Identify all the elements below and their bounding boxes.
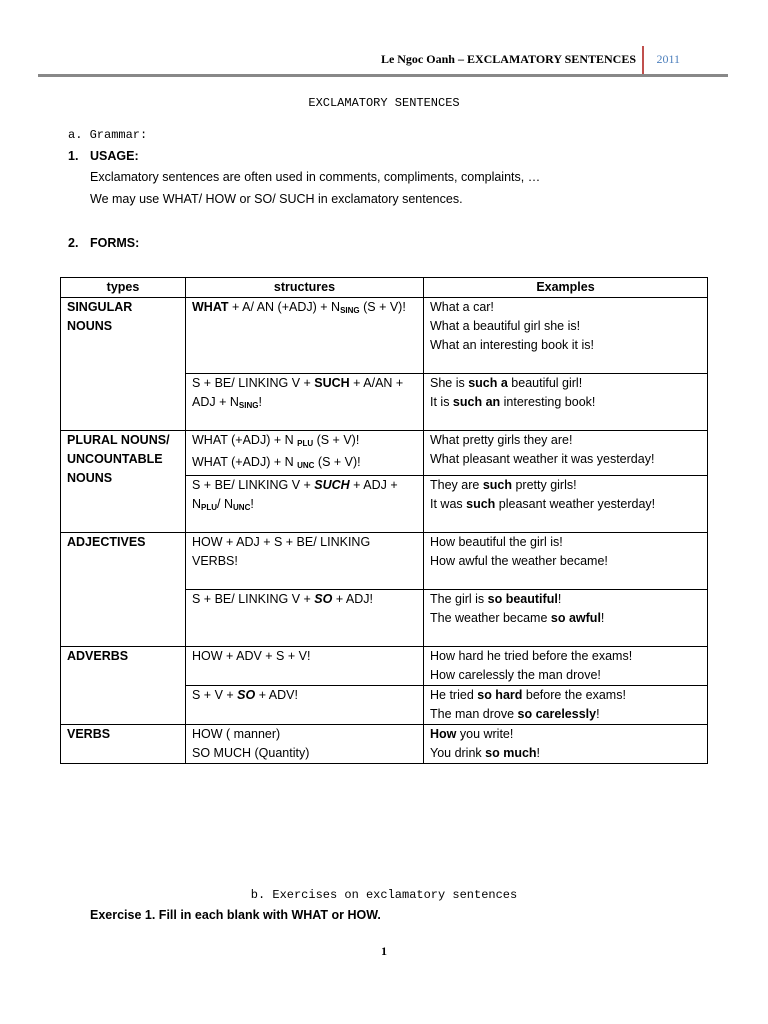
- structure-cell: [186, 298, 424, 374]
- structure-line: [192, 374, 417, 393]
- example-line: What pretty girls they are!: [430, 433, 573, 447]
- usage-heading: [68, 149, 139, 163]
- usage-number: 1.: [68, 149, 79, 163]
- structure-line: [192, 393, 417, 415]
- subscript: PLU: [297, 439, 314, 448]
- usage-label: USAGE:: [90, 149, 139, 163]
- example-cell: [424, 686, 708, 725]
- structure-line: [192, 431, 417, 453]
- subscript: UNC: [233, 503, 251, 512]
- header-title: Le Ngoc Oanh – EXCLAMATORY SENTENCES: [380, 52, 636, 66]
- usage-line-1: Exclamatory sentences are often used in comments, compliments, complaints, …: [90, 170, 541, 184]
- example-text: !: [557, 592, 562, 606]
- example-bold: such: [466, 497, 496, 511]
- structure-line: SO MUCH (Quantity): [192, 746, 310, 760]
- example-bold: so carelessly: [517, 707, 597, 721]
- header-separator: [642, 46, 644, 76]
- structure-text: ADJ + N: [192, 395, 239, 409]
- example-line: [430, 374, 701, 393]
- example-cell: [424, 533, 708, 590]
- keyword-what: WHAT: [192, 300, 229, 314]
- example-bold: How: [430, 727, 457, 741]
- type-verbs: VERBS: [61, 725, 186, 764]
- section-b-heading: b. Exercises on exclamatory sentences: [250, 888, 518, 902]
- example-text: !: [596, 707, 600, 721]
- structure-text: + ADJ +: [349, 478, 398, 492]
- example-text: He tried: [430, 688, 478, 702]
- type-line: UNCOUNTABLE: [67, 452, 163, 466]
- example-text: The girl is: [430, 592, 488, 606]
- example-line: [430, 590, 701, 609]
- example-line: What a beautiful girl she is!: [430, 319, 581, 333]
- structure-text: (S + V)!: [313, 433, 360, 447]
- forms-number: 2.: [68, 236, 79, 250]
- structure-text: S + BE/ LINKING V +: [192, 478, 315, 492]
- example-text: The man drove: [430, 707, 518, 721]
- exercise-1-heading: Exercise 1. Fill in each blank with WHAT or HOW.: [90, 908, 381, 922]
- header-examples: Examples: [424, 278, 708, 298]
- header-types: types: [61, 278, 186, 298]
- structure-line: HOW + ADJ + S + BE/ LINKING: [192, 535, 371, 549]
- example-cell: [424, 298, 708, 374]
- structure-text: (S + V)!: [359, 300, 406, 314]
- example-text: The weather became: [430, 611, 551, 625]
- forms-table: [60, 277, 708, 764]
- structure-cell: [186, 590, 424, 647]
- subscript: SING: [238, 401, 259, 410]
- table-row: [61, 725, 708, 764]
- structure-cell: [186, 374, 424, 431]
- structure-text: S + BE/ LINKING V +: [192, 592, 315, 606]
- structure-cell: [186, 476, 424, 533]
- structure-text: + ADV!: [255, 688, 298, 702]
- structure-text: (S + V)!: [314, 455, 361, 469]
- example-line: [430, 686, 701, 705]
- structure-cell: [186, 431, 424, 476]
- example-line: What a car!: [430, 300, 494, 314]
- example-bold: such an: [452, 395, 501, 409]
- structure-text: !: [250, 497, 254, 511]
- forms-heading: [68, 236, 139, 250]
- type-line: NOUNS: [67, 319, 113, 333]
- table-row: [61, 533, 708, 590]
- example-line: How carelessly the man drove!: [430, 668, 601, 682]
- table-row: [61, 431, 708, 476]
- example-cell: [424, 725, 708, 764]
- type-line: NOUNS: [67, 471, 113, 485]
- example-line: What an interesting book it is!: [430, 338, 594, 352]
- structure-text: N: [192, 497, 202, 511]
- example-text: you write!: [456, 727, 514, 741]
- example-line: [430, 725, 701, 744]
- table-row: [61, 647, 708, 686]
- structure-cell: [186, 725, 424, 764]
- structure-line: [192, 476, 417, 495]
- example-text: before the exams!: [522, 688, 626, 702]
- example-text: !: [536, 746, 541, 760]
- example-bold: such a: [468, 376, 508, 390]
- section-a-heading: a. Grammar:: [68, 128, 148, 142]
- subscript: SING: [340, 306, 360, 315]
- example-text: pleasant weather yesterday!: [495, 497, 656, 511]
- subscript: UNC: [297, 461, 315, 470]
- structure-line: [192, 495, 417, 517]
- type-line: SINGULAR: [67, 300, 133, 314]
- example-bold: such: [482, 478, 512, 492]
- example-bold: so hard: [477, 688, 523, 702]
- structure-text: + A/ AN (+ADJ) + N: [228, 300, 341, 314]
- type-line: PLURAL NOUNS/: [67, 433, 170, 447]
- example-cell: [424, 431, 708, 476]
- page-number: 1: [381, 944, 387, 958]
- structure-line: [192, 453, 417, 475]
- example-line: How awful the weather became!: [430, 554, 608, 568]
- structure-text: + ADJ!: [332, 592, 373, 606]
- example-line: [430, 495, 701, 514]
- type-plural-nouns: [61, 431, 186, 533]
- example-text: She is: [430, 376, 469, 390]
- example-cell: [424, 374, 708, 431]
- example-text: It was: [430, 497, 467, 511]
- structure-text: / N: [217, 497, 234, 511]
- structure-cell: [186, 533, 424, 590]
- document-title: EXCLAMATORY SENTENCES: [308, 96, 460, 110]
- example-line: [430, 609, 701, 628]
- example-text: beautiful girl!: [507, 376, 583, 390]
- example-cell: [424, 476, 708, 533]
- example-line: [430, 705, 701, 724]
- example-line: What pleasant weather it was yesterday!: [430, 452, 655, 466]
- usage-line-2: We may use WHAT/ HOW or SO/ SUCH in exclamatory sentences.: [90, 192, 463, 206]
- example-text: They are: [430, 478, 483, 492]
- structure-text: WHAT (+ADJ) + N: [192, 433, 298, 447]
- structure-line: HOW ( manner): [192, 727, 281, 741]
- example-text: interesting book!: [500, 395, 596, 409]
- example-cell: [424, 647, 708, 686]
- keyword-such: SUCH: [314, 376, 350, 390]
- structure-text: WHAT (+ADJ) + N: [192, 455, 298, 469]
- example-bold: so beautiful: [487, 592, 558, 606]
- example-bold: so awful: [550, 611, 601, 625]
- keyword-so: SO: [314, 592, 333, 606]
- forms-label: FORMS:: [90, 236, 140, 250]
- structure-text: + A/AN +: [349, 376, 404, 390]
- example-line: [430, 744, 701, 763]
- table-row: [61, 298, 708, 374]
- example-line: How hard he tried before the exams!: [430, 649, 633, 663]
- example-line: How beautiful the girl is!: [430, 535, 563, 549]
- keyword-such: SUCH: [314, 478, 350, 492]
- table-header-row: [61, 278, 708, 298]
- structure-text: !: [258, 395, 262, 409]
- subscript: PLU: [201, 503, 218, 512]
- example-text: It is: [430, 395, 453, 409]
- example-text: !: [600, 611, 605, 625]
- example-cell: [424, 590, 708, 647]
- example-text: You drink: [430, 746, 486, 760]
- structure-cell: [186, 686, 424, 725]
- type-adverbs: ADVERBS: [61, 647, 186, 725]
- type-adjectives: ADJECTIVES: [61, 533, 186, 647]
- example-line: [430, 393, 701, 412]
- structure-line: VERBS!: [192, 554, 238, 568]
- structure-text: S + BE/ LINKING V +: [192, 376, 315, 390]
- example-text: pretty girls!: [512, 478, 577, 492]
- structure-cell: HOW + ADV + S + V!: [186, 647, 424, 686]
- example-line: [430, 476, 701, 495]
- header-year: 2011: [656, 52, 680, 66]
- header-structures: structures: [186, 278, 424, 298]
- page-header: [38, 46, 728, 76]
- header-rule: [38, 74, 728, 77]
- example-bold: so much: [485, 746, 537, 760]
- structure-text: S + V +: [192, 688, 238, 702]
- keyword-so: SO: [237, 688, 256, 702]
- type-singular-nouns: [61, 298, 186, 431]
